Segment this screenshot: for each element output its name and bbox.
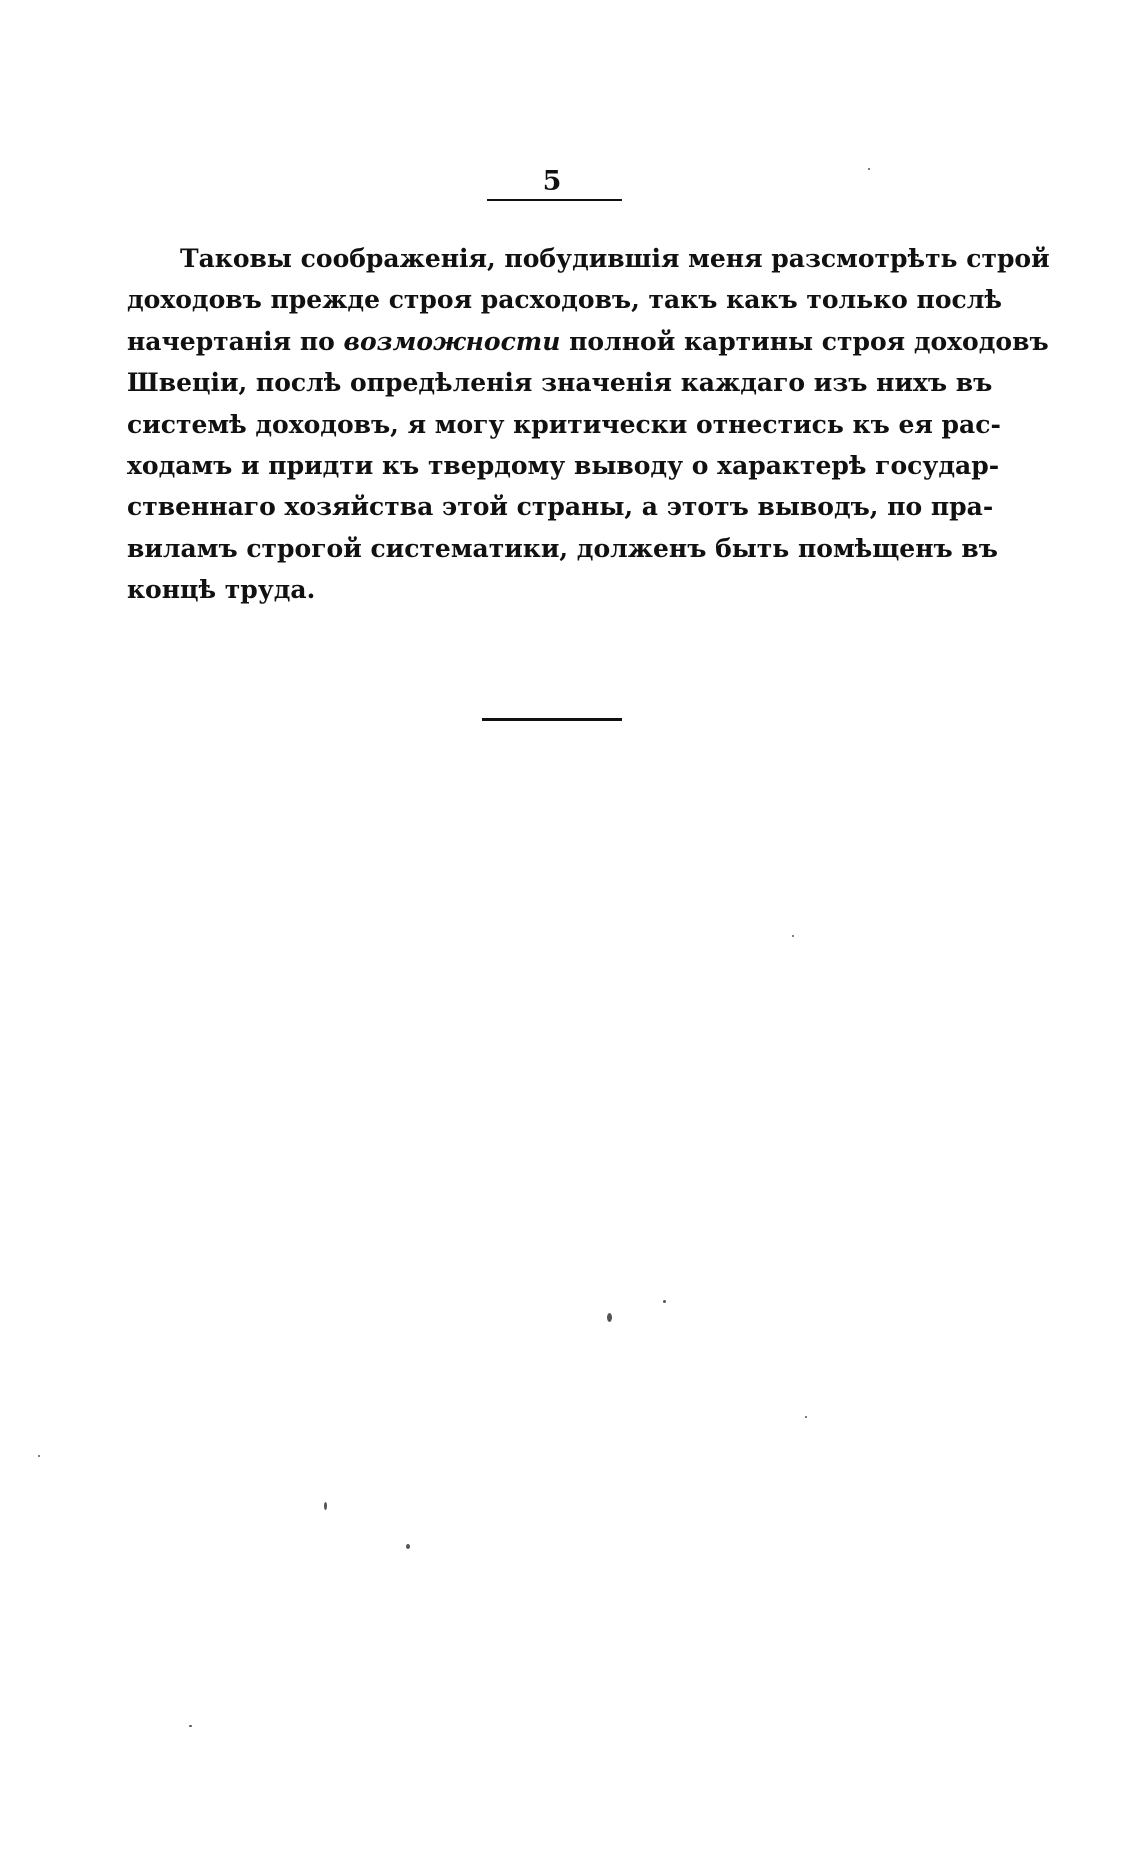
text-line: ственнаго хозяйства этой страны, а этотъ выводъ, по пра- xyxy=(127,492,994,522)
italic-word: возможности xyxy=(343,326,561,356)
body-paragraph xyxy=(127,238,1050,611)
text-line: доходовъ прежде строя расходовъ, такъ какъ только послѣ xyxy=(127,285,1002,315)
text-line: виламъ строгой систематики, долженъ быть помѣщенъ въ xyxy=(127,533,998,563)
scan-speck xyxy=(805,1416,807,1418)
text-line xyxy=(127,321,1049,362)
scan-speck xyxy=(868,168,870,170)
text-line: ходамъ и придти къ твердому выводу о характерѣ государ- xyxy=(127,450,1000,480)
text-run: начертанія по xyxy=(127,326,344,356)
text-line: концѣ труда. xyxy=(127,575,316,605)
scan-speck xyxy=(324,1502,327,1510)
text-line: Таковы соображенія, побудившія меня разсмотрѣть строй xyxy=(180,244,1050,273)
scan-speck xyxy=(38,1455,40,1457)
text-line: системѣ доходовъ, я могу критически отнестись къ ея рас- xyxy=(127,409,1001,439)
scan-speck xyxy=(189,1725,192,1727)
scan-speck xyxy=(607,1313,612,1322)
text-run: полной картины строя доходовъ xyxy=(560,326,1049,356)
end-rule xyxy=(482,718,622,721)
scan-speck xyxy=(663,1300,666,1303)
text-line: Швеціи, послѣ опредѣленія значенія каждаго изъ нихъ въ xyxy=(127,368,993,398)
scan-speck xyxy=(406,1544,410,1549)
header-rule xyxy=(487,199,622,201)
page-number: 5 xyxy=(542,166,562,197)
scan-speck xyxy=(792,935,794,937)
